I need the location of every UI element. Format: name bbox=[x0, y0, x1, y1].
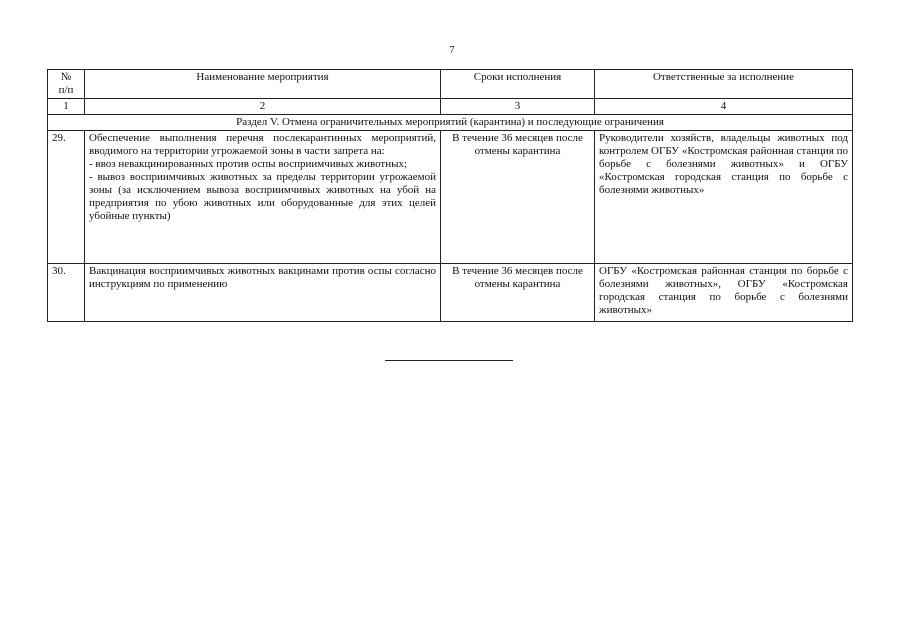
column-number: 4 bbox=[595, 99, 853, 115]
row-name-intro: Обеспечение выполнения перечня послекарантинных мероприятий, вводимого на территории угрожаемой зоны в части запрета на: bbox=[89, 132, 436, 157]
row-number: 30. bbox=[48, 264, 85, 322]
row-name-item: - вывоз восприимчивых животных за пределы территории угрожаемой зоны (за исключением вывоза восприимчивых животных на убой на предприятия по убою животных или оборудованные для этих целей убойные пункты) bbox=[89, 171, 436, 222]
row-terms: В течение 36 месяцев после отмены карантина bbox=[441, 264, 595, 322]
header-no bbox=[48, 70, 85, 99]
row-responsible: Руководители хозяйств, владельцы животных под контролем ОГБУ «Костромская районная станция по борьбе с болезнями животных» и ОГБУ «Костромская городская станция по борьбе с болезнями животных» bbox=[595, 131, 853, 264]
header-no-line2: п/п bbox=[58, 84, 74, 96]
column-number-row bbox=[48, 99, 853, 115]
header-terms: Сроки исполнения bbox=[441, 70, 595, 99]
row-name bbox=[85, 131, 441, 264]
column-number: 2 bbox=[85, 99, 441, 115]
header-name: Наименование мероприятия bbox=[85, 70, 441, 99]
measures-table bbox=[47, 69, 853, 322]
header-row bbox=[48, 70, 853, 99]
row-name: Вакцинация восприимчивых животных вакцинами против оспы согласно инструкциям по применению bbox=[85, 264, 441, 322]
row-terms: В течение 36 месяцев после отмены карантина bbox=[441, 131, 595, 264]
end-rule bbox=[385, 360, 513, 361]
section-title: Раздел V. Отмена ограничительных мероприятий (карантина) и последующие ограничения bbox=[48, 115, 853, 131]
column-number: 3 bbox=[441, 99, 595, 115]
page-number: 7 bbox=[449, 44, 455, 56]
header-responsible: Ответственные за исполнение bbox=[595, 70, 853, 99]
row-name-item: - ввоз невакцинированных против оспы восприимчивых животных; bbox=[89, 158, 408, 170]
column-number: 1 bbox=[48, 99, 85, 115]
section-row bbox=[48, 115, 853, 131]
row-number: 29. bbox=[48, 131, 85, 264]
table-row bbox=[48, 264, 853, 322]
header-no-line1: № bbox=[60, 71, 72, 83]
row-responsible: ОГБУ «Костромская районная станция по борьбе с болезнями животных», ОГБУ «Костромская городская станция по борьбе с болезнями животных» bbox=[595, 264, 853, 322]
table-row bbox=[48, 131, 853, 264]
